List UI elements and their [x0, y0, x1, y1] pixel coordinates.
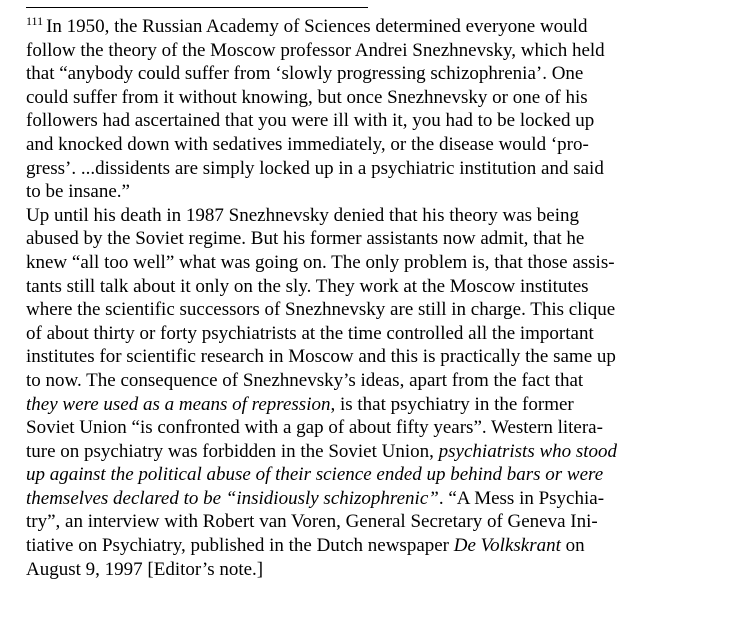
text-line: knew “all too well” what was going on. The only problem is, that those assis-	[26, 251, 615, 273]
text-line: tants still talk about it only on the sly. They work at the Moscow institutes	[26, 275, 589, 297]
text-line: August 9, 1997 [Editor’s note.]	[26, 558, 264, 580]
text-span: . “A Mess in Psychia-	[438, 487, 605, 509]
text-line: that “anybody could suffer from ‘slowly progressing schizophrenia’. One	[26, 63, 584, 85]
text-line	[26, 534, 726, 558]
text-line: abused by the Soviet regime. But his former assistants now admit, that he	[26, 228, 585, 250]
text-line: of about thirty or forty psychiatrists at the time controlled all the important	[26, 322, 594, 344]
text-line: where the scientific successors of Snezhnevsky are still in charge. This clique	[26, 299, 616, 321]
text-line	[26, 393, 726, 417]
footnote-number: 111	[26, 13, 44, 28]
text-line: gress’. ...dissidents are simply locked up in a psychiatric institution and said	[26, 157, 604, 179]
footnote-paragraph-1	[26, 15, 726, 204]
text-line	[26, 15, 726, 39]
text-line: and knocked down with sedatives immediately, or the disease would ‘pro-	[26, 133, 589, 155]
text-line: Soviet Union “is confronted with a gap of about fifty years”. Western litera-	[26, 417, 603, 439]
text-line	[26, 463, 726, 487]
text-span: tiative on Psychiatry, published in the Dutch newspaper	[26, 535, 454, 557]
text-span: on	[560, 535, 585, 557]
text-line: Up until his death in 1987 Snezhnevsky denied that his theory was being	[26, 204, 580, 226]
text-span: ture on psychiatry was forbidden in the Soviet Union,	[26, 440, 439, 462]
italic-phrase: psychiatrists who stood	[438, 440, 618, 462]
footnote-111	[26, 15, 726, 581]
text-line: institutes for scientific research in Moscow and this is practically the same up	[26, 346, 616, 368]
italic-phrase: they were used as a means of repression	[26, 393, 331, 415]
text-span: , is that psychiatry in the former	[330, 393, 574, 415]
page	[26, 0, 726, 620]
text-span: In 1950, the Russian Academy of Sciences determined everyone would	[46, 16, 588, 37]
text-line: could suffer from it without knowing, but once Snezhnevsky or one of his	[26, 86, 588, 108]
text-line: to be insane.”	[26, 181, 130, 203]
italic-phrase: up against the political abuse of their science ended up behind bars or were	[26, 464, 604, 486]
text-line: to now. The consequence of Snezhnevsky’s ideas, apart from the fact that	[26, 369, 584, 391]
text-line: followers had ascertained that you were ill with it, you had to be locked up	[26, 110, 595, 132]
newspaper-title: De Volkskrant	[453, 535, 561, 557]
italic-phrase: themselves declared to be “insidiously schizophrenic”	[26, 487, 439, 509]
text-line: try”, an interview with Robert van Voren, General Secretary of Geneva Ini-	[26, 511, 598, 533]
text-line	[26, 440, 726, 464]
text-line	[26, 487, 726, 511]
footnote-paragraph-2	[26, 204, 726, 582]
text-line: follow the theory of the Moscow professor Andrei Snezhnevsky, which held	[26, 39, 605, 61]
footnote-separator	[26, 7, 368, 8]
